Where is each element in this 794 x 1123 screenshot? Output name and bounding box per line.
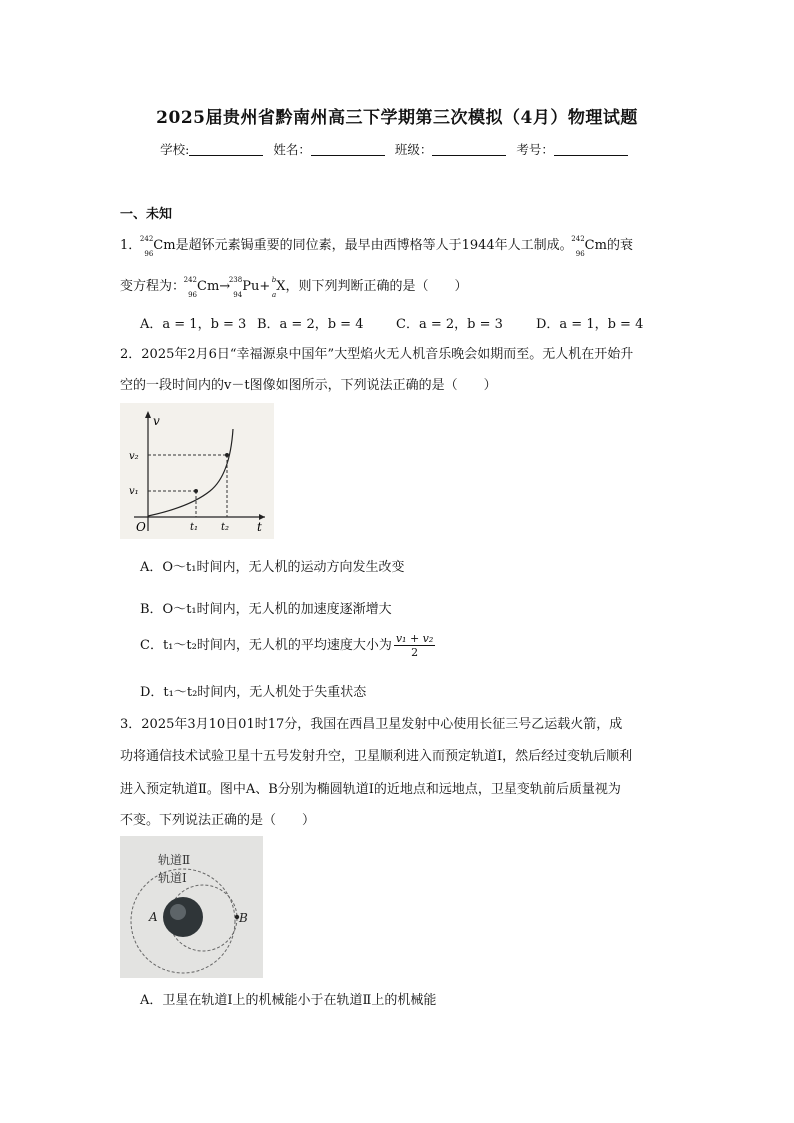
q1-text2: 的衰 bbox=[606, 238, 633, 253]
q1-number: 1． bbox=[120, 238, 142, 253]
v2-label: v₂ bbox=[129, 451, 139, 462]
orbit-figure bbox=[120, 836, 263, 978]
avg-velocity-fraction bbox=[394, 632, 435, 659]
point-a-label: A bbox=[149, 910, 158, 924]
fraction-denominator: 2 bbox=[411, 646, 419, 659]
q3-line2: 功将通信技术试验卫星十五号发射升空，卫星顺利进入而预定轨道Ⅰ，然后经过变轨后顺利 bbox=[120, 749, 633, 764]
class-label: 班级： bbox=[394, 142, 433, 157]
q3-option-a[interactable]: A．卫星在轨道Ⅰ上的机械能小于在轨道Ⅱ上的机械能 bbox=[140, 993, 437, 1008]
x-nuclide: b a bbox=[271, 275, 277, 299]
x-symbol: X bbox=[276, 279, 286, 294]
pu-symbol: Pu+ bbox=[242, 279, 271, 294]
q3-line4: 不变。下列说法正确的是（ ） bbox=[120, 813, 316, 828]
orbit-1-label: 轨道Ⅰ bbox=[158, 871, 187, 885]
eq-prefix: 变方程为： bbox=[120, 279, 186, 294]
q2-option-c[interactable] bbox=[140, 632, 435, 659]
exam-no-blank[interactable] bbox=[554, 143, 628, 156]
cm-nuclide-eq: 242 96 bbox=[183, 275, 198, 299]
school-label: 学校: bbox=[160, 142, 190, 157]
decay-arrow: → bbox=[219, 279, 231, 294]
q2-option-a[interactable]: A．O～t₁时间内，无人机的运动方向发生改变 bbox=[140, 560, 405, 575]
name-blank[interactable] bbox=[311, 143, 385, 156]
q3-line1: 3．2025年3月10日01时17分，我国在西昌卫星发射中心使用长征三号乙运载火箭，成 bbox=[120, 717, 623, 732]
q1-option-b[interactable]: B．a = 2，b = 4 bbox=[257, 317, 364, 332]
student-info-row bbox=[0, 140, 794, 158]
school-blank[interactable] bbox=[189, 143, 263, 156]
vt-graph bbox=[120, 403, 274, 539]
cm-nuclide-2: 242 96 bbox=[571, 234, 585, 258]
vt-graph-figure bbox=[120, 403, 274, 539]
q1-option-d[interactable]: D．a = 1，b = 4 bbox=[536, 317, 644, 332]
q2-option-b[interactable]: B．O～t₁时间内，无人机的加速度逐渐增大 bbox=[140, 602, 392, 617]
t-label: t bbox=[257, 520, 262, 534]
q1-line1 bbox=[120, 234, 633, 258]
page-title: 2025届贵州省黔南州高三下学期第三次模拟（4月）物理试题 bbox=[156, 108, 638, 128]
class-blank[interactable] bbox=[432, 143, 506, 156]
q2-line2: 空的一段时间内的v－t图像如图所示，下列说法正确的是（ ） bbox=[120, 378, 497, 393]
t1-label: t₁ bbox=[190, 522, 199, 533]
v-label: v bbox=[153, 414, 160, 428]
q1-text1: 是超钚元素锔重要的同位素，最早由西博格等人于1944年人工制成。 bbox=[175, 238, 573, 253]
q2-line1: 2．2025年2月6日“幸福源泉中国年”大型焰火无人机音乐晚会如期而至。无人机在开始升 bbox=[120, 347, 634, 362]
cm-nuclide: 242 96 bbox=[139, 234, 154, 258]
name-label: 姓名： bbox=[273, 142, 311, 157]
point-b-label: B bbox=[239, 911, 248, 925]
cm-symbol-2: Cm bbox=[584, 238, 607, 253]
origin-label: O bbox=[136, 520, 146, 534]
q1-equation-line bbox=[120, 275, 468, 299]
fraction-numerator: v₁ + v₂ bbox=[395, 632, 434, 645]
t2-label: t₂ bbox=[221, 522, 230, 533]
point-t1 bbox=[194, 489, 198, 493]
pu-nuclide: 238 94 bbox=[228, 275, 243, 299]
vt-curve bbox=[148, 429, 233, 516]
q2-option-d[interactable]: D．t₁～t₂时间内，无人机处于失重状态 bbox=[140, 685, 367, 700]
eq-suffix: ，则下列判断正确的是（ ） bbox=[285, 279, 468, 294]
section-heading: 一、未知 bbox=[120, 207, 173, 222]
q2-option-c-text: C．t₁～t₂时间内，无人机的平均速度大小为 bbox=[140, 638, 392, 653]
orbit-2-label: 轨道Ⅱ bbox=[158, 853, 191, 867]
q3-line3: 进入预定轨道Ⅱ。图中A、B分别为椭圆轨道Ⅰ的近地点和远地点，卫星变轨前后质量视为 bbox=[120, 782, 621, 797]
v-axis-arrow bbox=[145, 411, 151, 418]
earth-land bbox=[170, 904, 186, 920]
cm-symbol: Cm bbox=[153, 238, 176, 253]
exam-no-label: 考号： bbox=[516, 142, 554, 157]
orbit-diagram bbox=[120, 836, 263, 978]
v1-label: v₁ bbox=[129, 486, 139, 497]
point-t2 bbox=[225, 453, 229, 457]
q1-option-c[interactable]: C．a = 2，b = 3 bbox=[396, 317, 503, 332]
cm-symbol-eq: Cm bbox=[197, 279, 220, 294]
q1-option-a[interactable]: A．a = 1，b = 3 bbox=[140, 317, 247, 332]
